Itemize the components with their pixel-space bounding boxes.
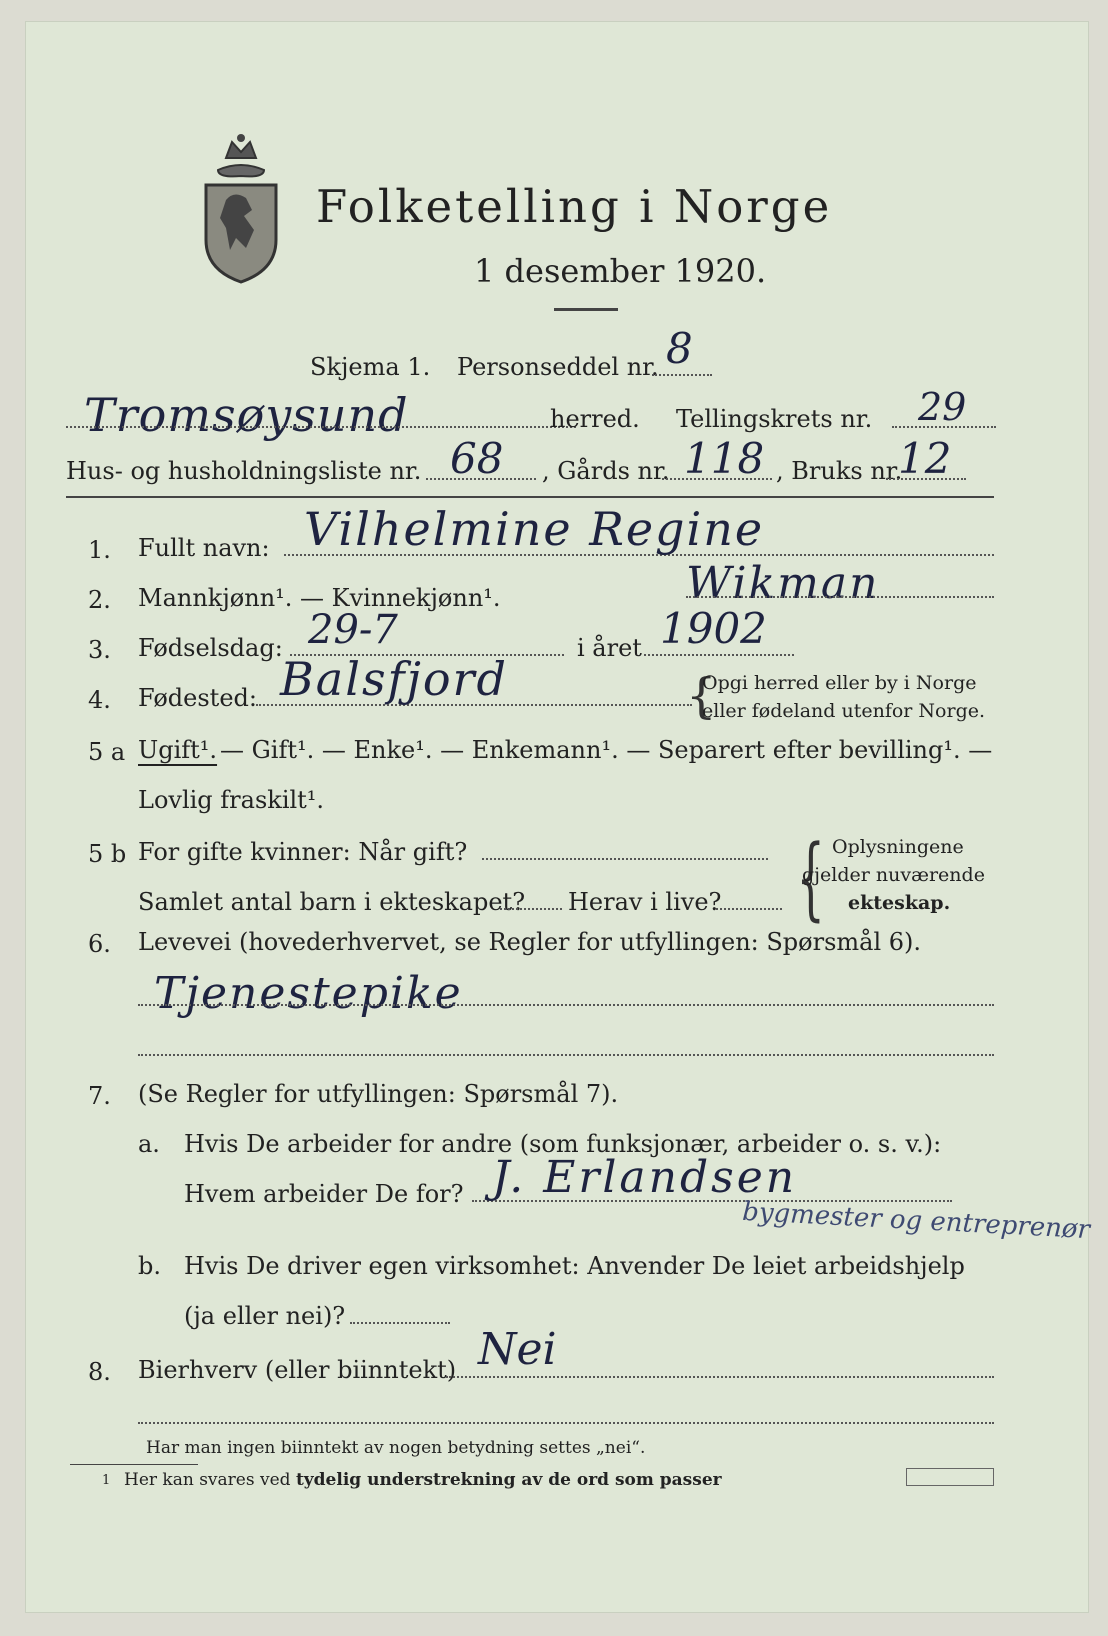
status-other-options: — Gift¹. — Enke¹. — Enkemann¹. — Separert efter bevilling¹. — [220,736,993,764]
employer-value: J. Erlandsen [492,1152,798,1203]
birthplace-note-line2: eller fødeland utenfor Norge. [702,700,986,722]
gards-value: 118 [684,434,765,483]
personseddel-label: Personseddel nr. [457,353,659,381]
q3-label: Fødselsdag: [138,634,283,662]
birthplace-note-line1: Opgi herred eller by i Norge [702,672,977,694]
birth-date-value: 29-7 [308,607,398,653]
q7b-letter: b. [138,1252,161,1280]
q5b-children-label: Samlet antal barn i ekteskapet? [138,888,526,916]
census-form-sheet: Folketelling i Norge 1 desember 1920. Skjema 1. Personseddel nr. 8 Tromsøysund herred. Tellingskrets nr. 29 Hus- og husholdningsliste nr. 68 , Gårds nr. 118 , Bruks nr. 12 1. Fullt navn: Vilhelmine Regine Wikman 2. Mannkjønn¹. — Kvinnekjønn¹. 3. Fødselsdag: 29-7 i året 1902 4. Fødested: Balsfjord { Opgi herred eller by i Norge eller fødeland utenfor Norge. 5 a Ugift¹. — Gift¹. — Enke¹. — Enkemann¹. — Separert efter bevilling¹. — Lovlig fraskilt¹. 5 b For gifte kvinner: Når gift? Samlet antal barn i ekteskapet? Herav i live? { Oplysningene gjelder nuværende ekteskap. 6. Levevei (hovederhvervet, se Regler for utfyllingen: Spørsmål 6). Tjenestepike 7. (Se Regler for utfyllingen: Spørsmål 7). a. Hvis De arbeider for andre (som funksjonær, arbeider o. s. v.): Hvem arbeider De for? J. Erlandsen bygmester og entreprenør b. Hvis De driver egen virksomhet: Anvender De leiet arbeidshjelp (ja eller nei)? 8. Bierhverv (eller biinntekt) Nei Har man ingen biinntekt av nogen betydning settes „nei“. 1 Her kan svares ved tydelig understrekning av de ord som passer [26,22,1088,1612]
coat-of-arms-icon [196,130,286,294]
q3-number: 3. [88,636,111,664]
q7b-text: Hvis De driver egen virksomhet: Anvender De leiet arbeidshjelp [184,1252,965,1280]
q5b-number: 5 b [88,840,127,868]
husliste-value: 68 [450,434,504,483]
birthplace-value: Balsfjord [280,652,508,706]
q1-label: Fullt navn: [138,534,270,562]
tellingskrets-value: 29 [918,385,967,429]
q5b-label: For gifte kvinner: Når gift? [138,838,468,866]
title-divider [554,308,618,311]
occupation-value: Tjenestepike [154,968,463,1019]
q7a-employer-label: Hvem arbeider De for? [184,1180,464,1208]
full-name-line2: Wikman [686,558,880,609]
q5a-number: 5 a [88,738,126,766]
header-rule [66,496,994,498]
printer-stamp [906,1468,994,1486]
q5b-alive-label: Herav i live? [568,888,722,916]
q6-number: 6. [88,930,111,958]
herred-label: herred. [550,405,640,433]
q6-label: Levevei (hovederhvervet, se Regler for utfyllingen: Spørsmål 6). [138,928,922,956]
q4-label: Fødested: [138,684,257,712]
bruks-label: , Bruks nr. [776,457,903,485]
employer-business-value: bygmester og entreprenør [741,1196,1091,1246]
q7b-help-label: (ja eller nei)? [184,1302,346,1330]
q7-label: (Se Regler for utfyllingen: Spørsmål 7). [138,1080,619,1108]
q5b-note-line2: gjelder nuværende [802,864,985,886]
full-name-line1: Vilhelmine Regine [304,502,765,556]
tellingskrets-label: Tellingskrets nr. [676,405,873,433]
page-title: Folketelling i Norge [316,180,833,233]
q7a-letter: a. [138,1130,160,1158]
status-option-fraskilt: Lovlig fraskilt¹. [138,786,325,814]
q5b-note-line3: ekteskap. [848,892,951,914]
status-option-ugift: Ugift¹. [138,736,218,764]
census-date: 1 desember 1920. [474,252,767,290]
gards-label: , Gårds nr. [542,457,670,485]
q2-label: Mannkjønn¹. — Kvinnekjønn¹. [138,584,501,612]
q4-number: 4. [88,686,111,714]
personseddel-value: 8 [666,324,693,373]
q1-number: 1. [88,536,111,564]
footnote-marker: 1 [102,1473,111,1488]
bruks-value: 12 [898,434,952,483]
footnote-text: Her kan svares ved tydelig understrekning av de ord som passer [124,1470,722,1490]
side-income-value: Nei [478,1324,557,1375]
birth-year-value: 1902 [660,604,767,653]
q5b-note-line1: Oplysningene [832,836,964,858]
schema-label: Skjema 1. [310,353,431,381]
herred-value: Tromsøysund [84,388,409,442]
year-label: i året [577,634,642,662]
husliste-label: Hus- og husholdningsliste nr. [66,457,422,485]
q8-label: Bierhverv (eller biinntekt) [138,1356,457,1384]
q7a-text: Hvis De arbeider for andre (som funksjonær, arbeider o. s. v.): [184,1130,942,1158]
side-income-note: Har man ingen biinntekt av nogen betydning settes „nei“. [146,1438,646,1458]
q2-number: 2. [88,586,111,614]
q7-number: 7. [88,1082,111,1110]
q8-number: 8. [88,1358,111,1386]
